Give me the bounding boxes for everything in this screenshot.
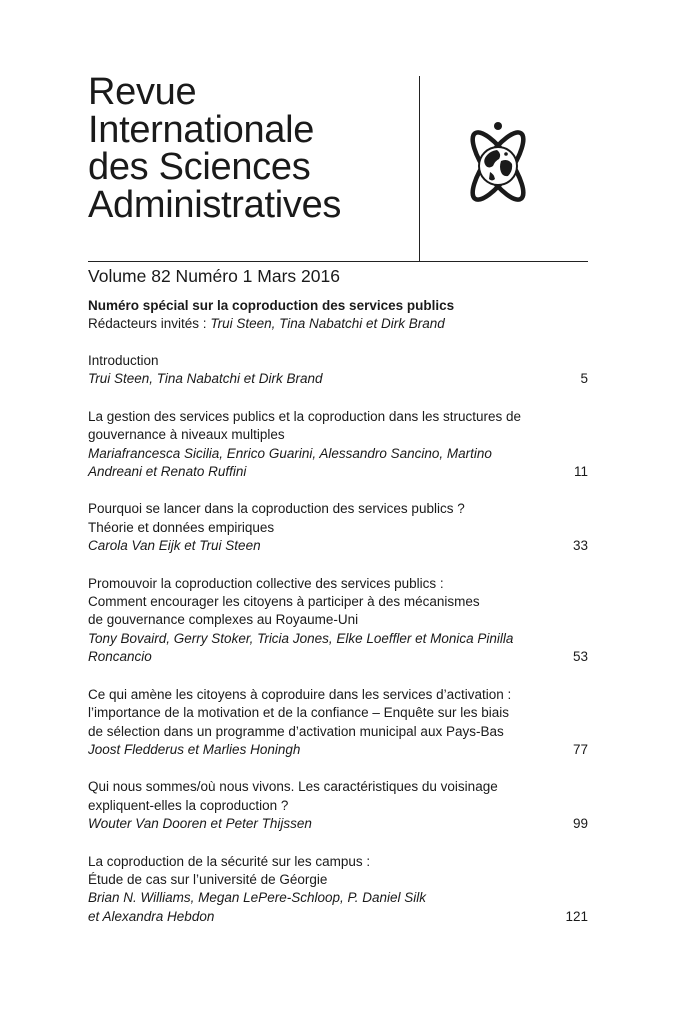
guest-editors — [88, 316, 445, 331]
toc-entry-page: 53 — [572, 649, 588, 665]
horizontal-divider — [88, 261, 588, 262]
toc-entry-title: gouvernance à niveaux multiples — [88, 427, 285, 443]
toc-entry-title: Comment encourager les citoyens à participer à des mécanismes — [88, 594, 480, 610]
toc-entry-authors: Carola Van Eijk et Trui Steen — [88, 538, 261, 554]
toc-entry-page: 11 — [573, 464, 588, 480]
toc-entry-title: Étude de cas sur l’université de Géorgie — [88, 871, 328, 887]
guest-editors-label: Rédacteurs invités : — [88, 316, 207, 331]
toc-entry[interactable] — [88, 778, 588, 833]
journal-title-line: des Sciences — [88, 146, 311, 188]
toc-entry[interactable] — [88, 853, 588, 927]
toc-entry-authors: Joost Fledderus et Marlies Honingh — [88, 741, 301, 757]
journal-title-line: Revue — [88, 71, 197, 113]
toc-entry-title: de sélection dans un programme d’activation municipal aux Pays-Bas — [88, 723, 504, 739]
toc-entry-page: 121 — [565, 908, 588, 924]
toc-entry-authors: Mariafrancesca Sicilia, Enrico Guarini, Alessandro Sancino, Martino — [88, 445, 492, 461]
journal-title-line: Administratives — [88, 183, 342, 226]
toc-entry-authors: Andreani et Renato Ruffini — [88, 464, 247, 480]
toc-entry-title: Ce qui amène les citoyens à coproduire dans les services d’activation : — [88, 686, 512, 702]
guest-editors-names: Trui Steen, Tina Nabatchi et Dirk Brand — [210, 316, 445, 331]
toc-entry-authors: Tony Bovaird, Gerry Stoker, Tricia Jones, Elke Loeffler et Monica Pinilla — [88, 630, 514, 646]
toc-entry[interactable] — [88, 352, 588, 389]
toc-entry-page: 33 — [572, 538, 588, 554]
toc-entry-authors: Wouter Van Dooren et Peter Thijssen — [88, 816, 312, 832]
toc-entry-page: 5 — [580, 371, 588, 387]
toc-entry-title: expliquent-elles la coproduction ? — [88, 797, 289, 813]
toc-entry-title: Théorie et données empiriques — [88, 519, 275, 535]
toc-entry-title: de gouvernance complexes au Royaume-Uni — [88, 612, 359, 628]
toc-entry-title: La gestion des services publics et la coproduction dans les structures de — [88, 408, 521, 424]
toc-entry-title: Pourquoi se lancer dans la coproduction des services publics ? — [88, 501, 465, 517]
issue-line: Volume 82 Numéro 1 Mars 2016 — [88, 266, 340, 286]
special-issue-title: Numéro spécial sur la coproduction des services publics — [88, 298, 455, 313]
toc-entry[interactable] — [88, 686, 588, 760]
toc-entry-page: 77 — [572, 741, 588, 757]
table-of-contents — [88, 352, 588, 945]
toc-entry-title: La coproduction de la sécurité sur les campus : — [88, 853, 371, 869]
toc-entry[interactable] — [88, 500, 588, 555]
journal-title-line: Internationale — [88, 108, 315, 151]
toc-entry-title: l’importance de la motivation et de la confiance – Enquête sur les biais — [88, 705, 509, 721]
toc-entry[interactable] — [88, 575, 588, 667]
toc-entry-title: Qui nous sommes/où nous vivons. Les caractéristiques du voisinage — [88, 779, 498, 795]
vertical-divider — [419, 76, 420, 262]
atom-globe-icon — [452, 114, 544, 218]
toc-entry-authors: Trui Steen, Tina Nabatchi et Dirk Brand — [88, 371, 323, 387]
toc-entry-title: Promouvoir la coproduction collective des services publics : — [88, 575, 444, 591]
toc-entry-authors: Roncancio — [88, 649, 152, 665]
toc-entry-page: 99 — [572, 816, 588, 832]
toc-entry-authors: et Alexandra Hebdon — [88, 908, 215, 924]
toc-entry[interactable] — [88, 408, 588, 482]
journal-title — [88, 71, 342, 226]
toc-entry-title: Introduction — [88, 353, 159, 368]
toc-entry-authors: Brian N. Williams, Megan LePere-Schloop, P. Daniel Silk — [88, 890, 427, 906]
